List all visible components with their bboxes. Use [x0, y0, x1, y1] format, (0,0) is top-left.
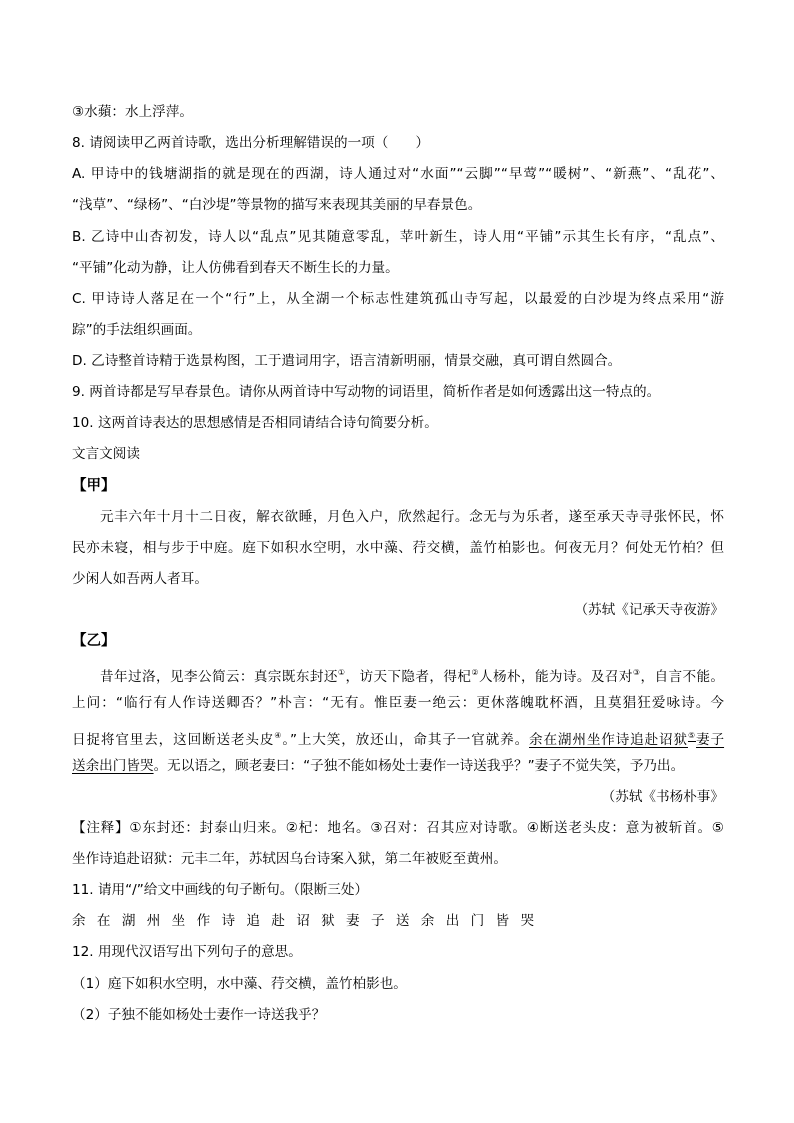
footnote-marker: ⑤ — [687, 730, 696, 740]
text-line — [72, 626, 724, 657]
text-line — [72, 564, 724, 595]
footnote-marker: ③ — [632, 668, 641, 678]
text-line — [72, 657, 724, 688]
text-segment: ，自言不能。 — [640, 669, 725, 686]
text-segment: 日捉将官里去，这回断送老头皮 — [72, 731, 275, 748]
text-segment: “浅草”、“绿杨”、“白沙堤”等景物的描写来表现其美丽的早春景色。 — [72, 197, 482, 214]
text-line — [72, 533, 724, 564]
text-line — [72, 720, 724, 751]
text-segment: 8. 请阅读甲乙两首诗歌，选出分析理解错误的一项（ ） — [72, 135, 430, 152]
text-segment: 余 在 湖 州 坐 作 诗 追 赴 诏 狱 妻 子 送 余 出 门 皆 哭 — [72, 913, 535, 930]
text-line — [72, 159, 724, 190]
text-line — [72, 377, 724, 408]
text-segment: 9. 两首诗都是写早春景色。请你从两首诗中写动物的词语里，简析作者是如何透露出这一特点的。 — [72, 384, 661, 401]
text-line — [72, 97, 724, 128]
text-segment: 上问：“临行有人作诗送卿否？”朴言：“无有。惟臣妻一绝云：更休落魄耽杯酒，且莫猖狂爱咏诗。今 — [72, 695, 724, 712]
text-segment: B. 乙诗中山杏初发，诗人以“乱点”见其随意零乱，苹叶新生，诗人用“平铺”示其生长有序，“乱点”、 — [72, 228, 724, 245]
text-line — [72, 315, 724, 346]
text-segment: （苏轼《记承天寺夜游》 — [574, 602, 724, 618]
text-segment: 少闲人如吾两人者耳。 — [72, 570, 208, 587]
text-segment: 12. 用现代汉语写出下列句子的意思。 — [72, 944, 302, 961]
text-line — [72, 222, 724, 253]
underlined-sentence: 余在湖州坐作诗追赴诏狱 — [529, 731, 688, 748]
text-line — [72, 253, 724, 284]
text-segment: （2）子独不能如杨处士妻作一诗送我乎？ — [72, 1006, 326, 1023]
text-segment: D. 乙诗整首诗精于选景构图，工于遣词用字，语言清新明丽，情景交融，真可谓自然圆合。 — [72, 353, 622, 369]
document-body — [72, 97, 724, 1031]
text-line — [72, 688, 724, 719]
text-segment: 【甲】 — [72, 477, 116, 494]
text-segment: C. 甲诗诗人落足在一个“行”上，从全湖一个标志性建筑孤山寺写起，以最爱的白沙堤为终点采用“游 — [72, 290, 724, 307]
footnote-marker: ① — [337, 668, 346, 678]
text-segment: 元丰六年十月十二日夜，解衣欲睡，月色入户，欣然起行。念无与为乐者，遂至承天寺寻张怀民，怀 — [100, 508, 724, 525]
text-line — [72, 969, 724, 1000]
text-segment: 昔年过洛，见李公简云：真宗既东封还 — [100, 669, 338, 686]
text-segment: 11. 请用“/”给文中画线的句子断句。（限断三处） — [72, 882, 369, 899]
text-line — [72, 813, 724, 844]
text-segment: 。”上大笑，放还山，命其子一官就养。 — [282, 731, 530, 748]
text-line — [72, 128, 724, 159]
text-line — [72, 844, 724, 875]
text-segment: A. 甲诗中的钱塘湖指的就是现在的西湖，诗人通过对“水面”“云脚”“早莺”“暖树”、“新燕”、“乱花”、 — [72, 166, 724, 183]
text-segment: 坐作诗追赴诏狱：元丰二年，苏轼因乌台诗案入狱，第二年被贬至黄州。 — [72, 851, 507, 867]
text-line — [72, 502, 724, 533]
text-segment: （1）庭下如积水空明，水中藻、荇交横，盖竹柏影也。 — [72, 975, 407, 992]
text-line — [72, 1000, 724, 1031]
text-segment: 民亦未寝，相与步于中庭。庭下如积水空明，水中藻、荇交横，盖竹柏影也。何夜无月？何处无竹柏？但 — [72, 539, 724, 556]
text-segment: 【乙】 — [72, 633, 116, 650]
text-segment: 10. 这两首诗表达的思想感情是否相同请结合诗句简要分析。 — [72, 415, 438, 432]
underlined-sentence: 送余出门皆哭 — [72, 757, 154, 774]
text-line — [72, 906, 724, 937]
text-segment: ，访天下隐者，得杞 — [345, 669, 472, 686]
underlined-sentence: 妻子 — [696, 731, 725, 748]
text-line — [72, 284, 724, 315]
footnote-marker: ② — [471, 668, 479, 678]
text-segment: 踪”的手法组织画面。 — [72, 321, 202, 338]
footnote-marker: ④ — [274, 730, 283, 740]
text-line — [72, 875, 724, 906]
text-line — [72, 751, 724, 782]
text-segment: 【注释】①东封还：封泰山归来。②杞：地名。③召对：召其应对诗歌。④断送老头皮：意为被斩首。⑤ — [72, 819, 724, 836]
text-line — [72, 937, 724, 968]
text-line — [72, 439, 724, 470]
text-line — [72, 346, 724, 377]
text-segment: 。无以语之，顾老妻曰：“子独不能如杨处士妻作一诗送我乎？”妻子不觉失笑，予乃出。 — [153, 757, 685, 774]
text-line — [72, 408, 724, 439]
text-line — [72, 190, 724, 221]
text-segment: 文言文阅读 — [72, 446, 140, 463]
text-line — [72, 782, 724, 813]
text-segment: ③水蘋：水上浮萍。 — [72, 104, 193, 120]
text-segment: “平铺”化动为静，让人仿佛看到春天不断生长的力量。 — [72, 259, 399, 276]
text-segment: 人杨朴，能为诗。及召对 — [478, 669, 633, 686]
text-segment: （苏轼《书杨朴事》 — [601, 788, 724, 805]
text-line — [72, 471, 724, 502]
text-line — [72, 595, 724, 626]
